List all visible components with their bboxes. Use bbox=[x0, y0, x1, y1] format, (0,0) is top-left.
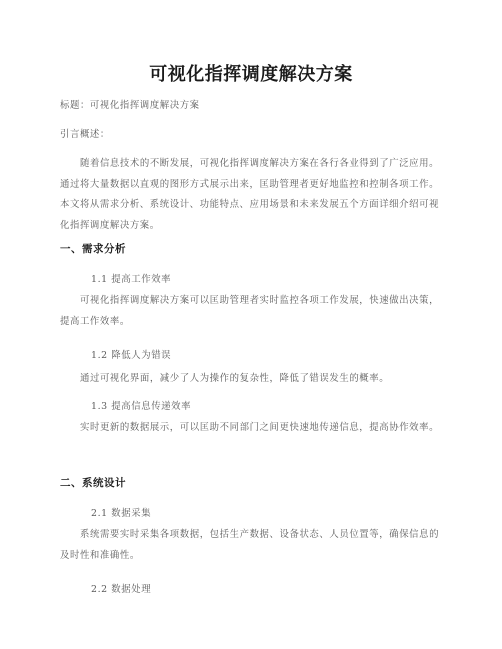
subheading-2-2: 2.2 数据处理 bbox=[91, 584, 152, 595]
subheading-1-2: 1.2 降低人为错误 bbox=[91, 350, 172, 361]
subtitle-line: 标题：可视化指挥调度解决方案 bbox=[60, 100, 200, 111]
document-title: 可视化指挥调度解决方案 bbox=[149, 64, 353, 85]
intro-paragraph: 随着信息技术的不断发展，可视化指挥调度解决方案在各行各业得到了广泛应用。通过将大量数据以直观的图形方式展示出来，匡助管理者更好地监控和控制各项工作。本文将从需求分析、系统设计、功能特点、应用场景和未来发展五个方面详细介绍可视化指挥调度解决方案。 bbox=[60, 158, 440, 231]
paragraph-1-1: 可视化指挥调度解决方案可以匡助管理者实时监控各项工作发展，快速做出决策，提高工作效率。 bbox=[60, 295, 440, 327]
subheading-1-3: 1.3 提高信息传递效率 bbox=[91, 401, 192, 412]
subheading-1-1: 1.1 提高工作效率 bbox=[91, 274, 172, 285]
paragraph-1-3: 实时更新的数据展示，可以匡助不同部门之间更快速地传递信息，提高协作效率。 bbox=[80, 422, 440, 433]
paragraph-2-1: 系统需要实时采集各项数据，包括生产数据、设备状态、人员位置等，确保信息的及时性和准确性。 bbox=[60, 529, 440, 561]
section-heading-requirements: 一、需求分析 bbox=[60, 243, 126, 255]
paragraph-1-2: 通过可视化界面，减少了人为操作的复杂性，降低了错误发生的概率。 bbox=[80, 373, 390, 384]
intro-label: 引言概述： bbox=[60, 129, 110, 140]
subheading-2-1: 2.1 数据采集 bbox=[91, 508, 152, 519]
section-heading-system-design: 二、系统设计 bbox=[60, 477, 126, 489]
